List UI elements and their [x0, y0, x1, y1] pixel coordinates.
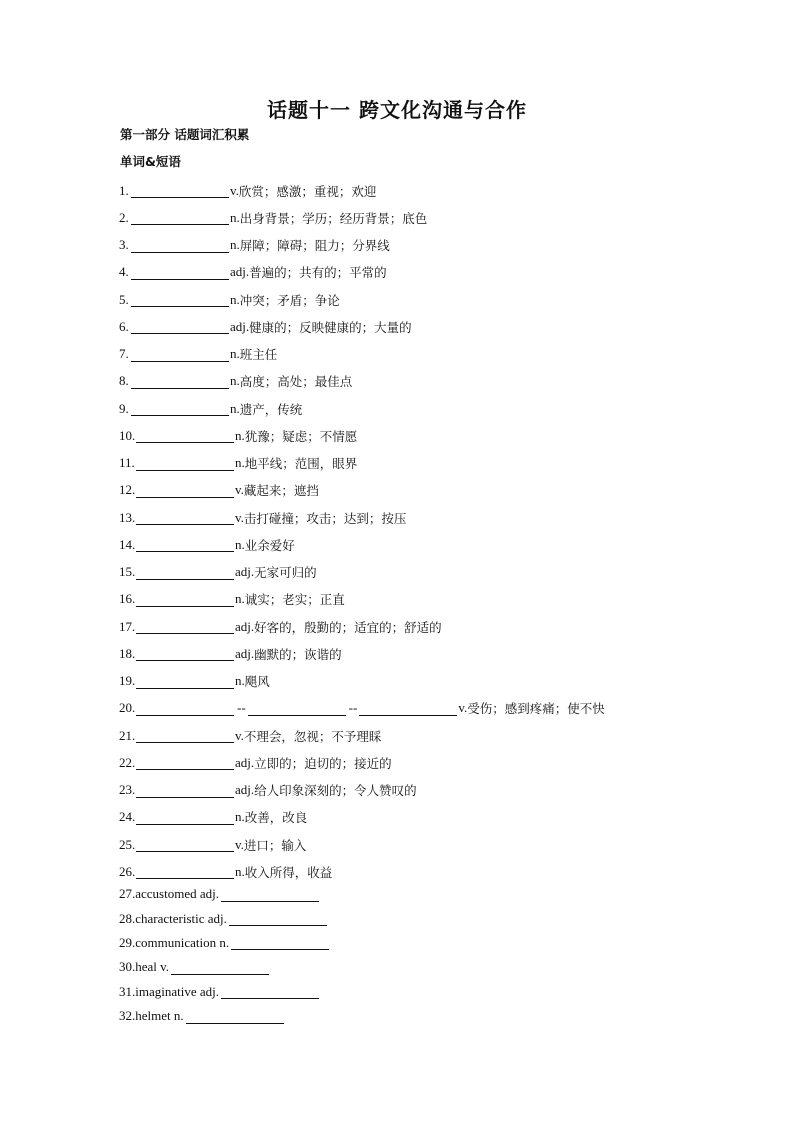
part-of-speech: v.	[235, 509, 244, 525]
dash-separator: --	[348, 700, 358, 716]
item-number: 19.	[119, 673, 136, 689]
part-of-speech: n.	[230, 291, 240, 307]
vocab-row	[119, 531, 605, 558]
subsection-heading: 单词&短语	[120, 154, 181, 169]
meaning-text: 击打碰撞；攻击；达到；按压	[243, 510, 407, 526]
item-number: 4.	[119, 264, 129, 280]
meaning-text: 出身背景；学历；经历背景；底色	[239, 210, 428, 226]
answer-blank[interactable]	[231, 935, 329, 950]
word-text: 32.helmet n.	[119, 1008, 184, 1024]
part-of-speech: adj.	[235, 782, 255, 798]
answer-blank[interactable]	[136, 565, 234, 580]
word-row	[119, 882, 330, 906]
part-of-speech: adj.	[230, 318, 250, 334]
item-number: 7.	[119, 346, 129, 362]
part-of-speech: v.	[235, 836, 244, 852]
answer-blank[interactable]	[131, 319, 229, 334]
vocab-row	[119, 504, 605, 531]
item-number: 25.	[119, 836, 136, 852]
meaning-text: 飓风	[244, 674, 270, 690]
part-of-speech: n.	[235, 427, 245, 443]
answer-blank[interactable]	[136, 674, 234, 689]
word-row	[119, 955, 330, 979]
part-of-speech: n.	[230, 237, 240, 253]
answer-blank[interactable]	[136, 619, 234, 634]
vocab-row	[119, 804, 605, 831]
meaning-text: 冲突；矛盾；争论	[239, 292, 340, 308]
meaning-text: 不理会，忽视；不予理睬	[243, 728, 382, 744]
vocab-row	[119, 395, 605, 422]
dash-separator: --	[237, 700, 246, 716]
item-number: 16.	[119, 591, 136, 607]
item-number: 21.	[119, 727, 136, 743]
item-number: 1.	[119, 182, 129, 198]
vocab-row	[119, 831, 605, 858]
meaning-text: 健康的；反映健康的；大量的	[249, 319, 412, 335]
vocab-row	[119, 368, 605, 395]
item-number: 5.	[119, 291, 129, 307]
meaning-text: 诚实；老实；正直	[244, 592, 345, 608]
part-of-speech: n.	[235, 809, 245, 825]
meaning-text: 屏障；障碍；阻力；分界线	[239, 238, 390, 254]
answer-blank[interactable]	[136, 701, 234, 716]
item-number: 9.	[119, 400, 129, 416]
answer-blank[interactable]	[131, 374, 229, 389]
meaning-text: 普遍的；共有的；平常的	[249, 265, 387, 281]
part-of-speech: n.	[235, 591, 245, 607]
part-of-speech: n.	[230, 373, 240, 389]
word-list	[119, 882, 330, 1028]
part-of-speech: v.	[458, 700, 468, 716]
vocab-row	[119, 259, 605, 286]
answer-blank[interactable]	[131, 292, 229, 307]
meaning-text: 班主任	[239, 347, 278, 363]
meaning-text: 欣赏；感激；重视；欢迎	[238, 183, 377, 199]
part-of-speech: n.	[235, 536, 245, 552]
vocab-row	[119, 422, 605, 449]
item-number: 14.	[119, 536, 136, 552]
vocab-row	[119, 232, 605, 259]
answer-blank[interactable]	[186, 1009, 284, 1024]
part-of-speech: adj.	[235, 618, 255, 634]
vocab-list	[119, 177, 605, 886]
meaning-text: 收入所得，收益	[244, 864, 333, 880]
vocab-row	[119, 477, 605, 504]
meaning-text: 幽默的；诙谐的	[254, 646, 342, 662]
vocab-row	[119, 450, 605, 477]
answer-blank[interactable]	[131, 401, 229, 416]
meaning-text: 遗产，传统	[239, 401, 303, 417]
meaning-text: 高度；高处；最佳点	[239, 374, 353, 390]
item-number: 10.	[119, 427, 136, 443]
meaning-text: 业余爱好	[244, 537, 295, 553]
page-title: 话题十一 跨文化沟通与合作	[267, 98, 527, 122]
vocab-row	[119, 613, 605, 640]
meaning-text: 好客的，殷勤的；适宜的；舒适的	[254, 619, 442, 635]
answer-blank[interactable]	[136, 592, 234, 607]
vocab-row	[119, 695, 605, 722]
vocab-row	[119, 204, 605, 231]
part-of-speech: adj.	[235, 564, 255, 580]
answer-blank[interactable]	[248, 701, 346, 716]
answer-blank[interactable]	[171, 960, 269, 975]
vocab-row	[119, 668, 605, 695]
word-text: 29.communication n.	[119, 934, 230, 950]
item-number: 13.	[119, 509, 136, 525]
item-number: 20.	[119, 700, 136, 716]
answer-blank[interactable]	[131, 347, 229, 362]
part-of-speech: n.	[230, 400, 240, 416]
answer-blank[interactable]	[136, 837, 234, 852]
answer-blank[interactable]	[131, 183, 229, 198]
answer-blank[interactable]	[229, 911, 327, 926]
item-number: 11.	[119, 455, 135, 471]
part-of-speech: adj.	[230, 264, 250, 280]
meaning-text: 立即的；迫切的；接近的	[254, 755, 392, 771]
vocab-row	[119, 177, 605, 204]
answer-blank[interactable]	[136, 537, 234, 552]
answer-blank[interactable]	[359, 701, 457, 716]
word-text: 28.characteristic adj.	[119, 910, 227, 926]
word-text: 27.accustomed adj.	[119, 886, 219, 902]
vocab-row	[119, 722, 605, 749]
answer-blank[interactable]	[136, 510, 234, 525]
part-of-speech: v.	[235, 482, 244, 498]
item-number: 23.	[119, 782, 136, 798]
word-row	[119, 980, 330, 1004]
vocab-row	[119, 586, 605, 613]
vocab-row	[119, 640, 605, 667]
meaning-text: 改善，改良	[244, 810, 308, 826]
vocab-row	[119, 749, 605, 776]
answer-blank[interactable]	[136, 428, 234, 443]
meaning-text: 进口；输入	[243, 837, 307, 853]
part-of-speech: adj.	[235, 645, 255, 661]
item-number: 18.	[119, 645, 136, 661]
item-number: 8.	[119, 373, 129, 389]
item-number: 24.	[119, 809, 136, 825]
meaning-text: 藏起来；遮挡	[243, 483, 319, 499]
part-of-speech: v.	[230, 182, 239, 198]
meaning-text: 无家可归的	[254, 565, 317, 581]
item-number: 17.	[119, 618, 136, 634]
answer-blank[interactable]	[221, 887, 319, 902]
meaning-text: 犹豫；疑虑；不情愿	[244, 428, 358, 444]
answer-blank[interactable]	[136, 810, 234, 825]
part-of-speech: adj.	[235, 754, 255, 770]
part-of-speech: n.	[235, 673, 245, 689]
answer-blank[interactable]	[131, 265, 229, 280]
word-row	[119, 906, 330, 930]
word-row	[119, 931, 330, 955]
answer-blank[interactable]	[221, 984, 319, 999]
meaning-text: 给人印象深刻的；令人赞叹的	[254, 783, 417, 799]
item-number: 3.	[119, 237, 129, 253]
vocab-row	[119, 313, 605, 340]
answer-blank[interactable]	[136, 646, 234, 661]
part-of-speech: n.	[230, 209, 240, 225]
part-of-speech: n.	[235, 455, 245, 471]
item-number: 22.	[119, 754, 136, 770]
item-number: 2.	[119, 209, 129, 225]
vocab-row	[119, 286, 605, 313]
answer-blank[interactable]	[136, 456, 234, 471]
answer-blank[interactable]	[131, 238, 229, 253]
part-of-speech: n.	[230, 346, 240, 362]
word-row	[119, 1004, 330, 1028]
answer-blank[interactable]	[136, 483, 234, 498]
meaning-text: 受伤；感到疼痛；使不快	[467, 701, 605, 717]
part-of-speech: n.	[235, 863, 245, 879]
answer-blank[interactable]	[136, 864, 234, 879]
vocab-row	[119, 777, 605, 804]
item-number: 26.	[119, 863, 136, 879]
item-number: 6.	[119, 318, 129, 334]
vocab-row	[119, 341, 605, 368]
vocab-row	[119, 559, 605, 586]
answer-blank[interactable]	[136, 728, 234, 743]
item-number: 12.	[119, 482, 136, 498]
section-heading: 第一部分 话题词汇积累	[120, 127, 250, 142]
answer-blank[interactable]	[136, 755, 234, 770]
meaning-text: 地平线；范围，眼界	[244, 456, 358, 472]
word-text: 30.heal v.	[119, 959, 170, 975]
answer-blank[interactable]	[136, 783, 234, 798]
word-text: 31.imaginative adj.	[119, 983, 220, 999]
answer-blank[interactable]	[131, 210, 229, 225]
part-of-speech: v.	[235, 727, 244, 743]
item-number: 15.	[119, 564, 136, 580]
